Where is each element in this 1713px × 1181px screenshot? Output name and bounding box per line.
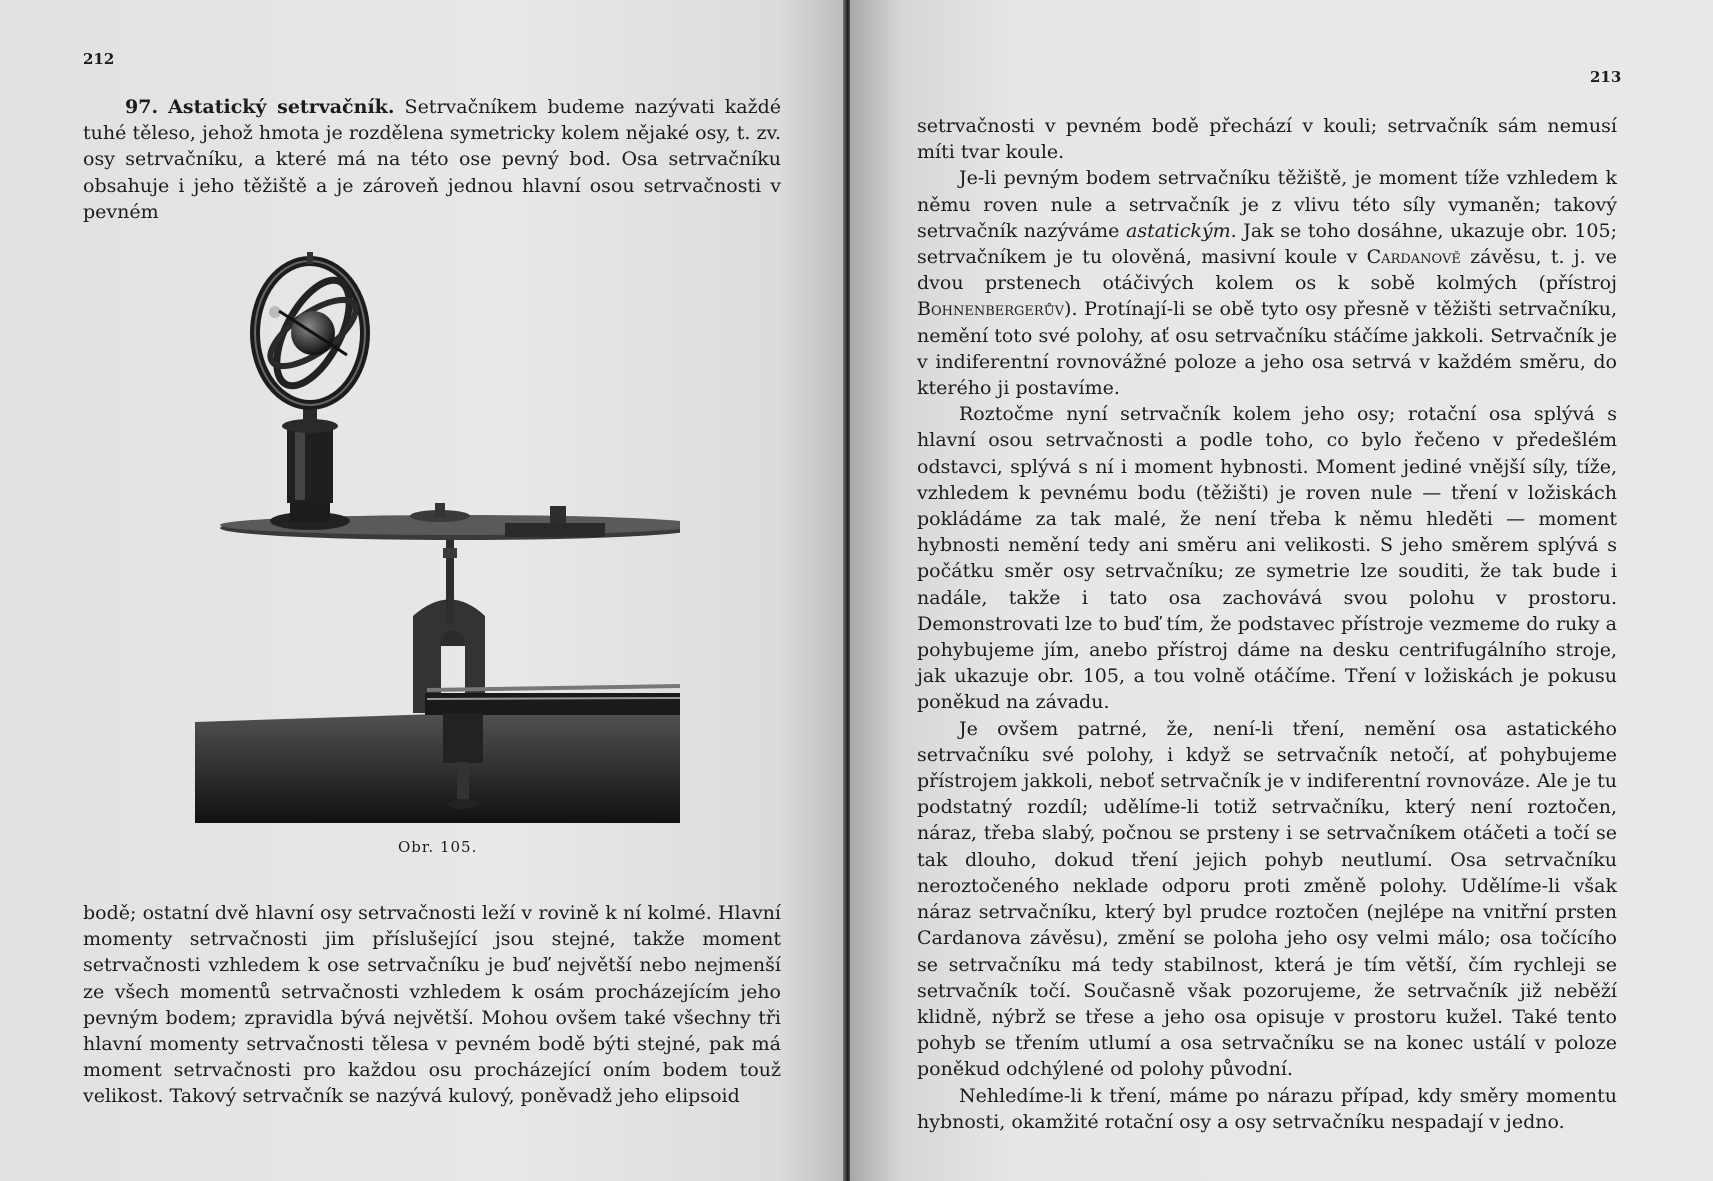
gyroscope-illustration: [195, 238, 680, 823]
paragraph-2-b: Jak se toho dosáhne, ukazuje obr. 105; setrvačníkem je tu olověná, masivní koule v: [917, 219, 1617, 269]
section-title: Astatický setrvačník.: [168, 96, 395, 118]
paragraph-bottom-text: bodě; ostatní dvě hlavní osy setrvačnosti leží v rovině k ní kolmé. Hlavní momenty setrvačnosti jim příslušející jsou stejné, takže moment setrvačnosti vzhledem k ose setrvačníku je buď největší nebo nejmenší ze všech momentů setrvačnosti vzhledem k osám procházejícím jeho pevným bodem; zpravidla bývá největší. Mohou ovšem také všechny tři hlavní momenty setrvačnosti tělesa v pevném bodě býti stejné, pak má moment setrvačnosti pro každou osu procházející oním bodem touž velikost. Takový setrvačník se nazývá kulový, poněvadž jeho elipsoid: [83, 902, 781, 1108]
paragraph-2-c: závěsu, t. j. ve dvou prstenech otáčivých kolem os k sobě kolmých (přístroj: [917, 246, 1618, 295]
term-astatic: astatickým.: [1126, 219, 1237, 242]
paragraph-5: Nehledíme-li k tření, máme po nárazu případ, kdy směry momentu hybnosti, okamžité rotační osy a osy setrvačníku nespadají v jedno.: [917, 1084, 1617, 1133]
paragraph-1: setrvačnosti v pevném bodě přechází v kouli; setrvačník sám nemusí míti tvar koule.: [917, 115, 1617, 164]
page-number: 213: [1590, 68, 1622, 86]
paragraph-top: [83, 94, 781, 225]
paragraph-3: Roztočme nyní setrvačník kolem jeho osy; rotační osa splývá s hlavní osou setrvačnosti a podle toho, co bylo řečeno v předešlém odstavci, splývá s ní i moment hybnosti. Moment jediné vnější síly, tíže, vzhledem k pevnému bodu (těžišti) je roven nule — tření v ložiskách pokládáme za tak malé, že není třeba k němu hleděti — moment hybnosti nemění tedy ani směru ani velikosti. S jeho směrem splývá s počátku směr osy setrvačníku; ze symetrie lze souditi, že tak bude i nadále, takže i tato osa zachovává svou polohu v prostoru. Demonstrovati lze to buď tím, že podstavec přístroje vezmeme do ruky a pohybujeme jím, anebo přístroj dáme na desku centrifugálního stroje, jak ukazuje obr. 105, a tou volně otáčíme. Tření v ložiskách je pokusu poněkud na závadu.: [917, 403, 1617, 714]
paragraph-4: Je ovšem patrné, že, není-li tření, nemění osa astatického setrvačníku své polohy, i když se setrvačník netočí, ať pohybujeme přístrojem jakkoli, neboť setrvačník je v indiferentní rovnováze. Ale je tu podstatný rozdíl; udělíme-li totiž setrvačníku, který není roztočen, náraz, třeba slabý, počnou se prsteny i se setrvačníkem otáčeti a točí se tak dlouho, dokud tření jejich pohyb neutlumí. Osa setrvačníku neroztočeného neklade odporu proti změně polohy. Udělíme-li však náraz setrvačníku, který byl prudce roztočen (nejlépe na vnitřní prsten Cardanova závěsu), změní se poloha jeho osy velmi málo; osa točícího se setrvačníku má tedy stabilnost, která je tím větší, čím rychleji se setrvačník točí. Současně však pozorujeme, že setrvačník již neběží klidně, nýbrž se třese a jeho osa opisuje v prostoru kužel. Také tento pohyb se třením utlumí a osa setrvačníku se na konec ustálí v poloze poněkud odchýlené od polohy původní.: [917, 717, 1617, 1081]
paragraph-2-d: ). Protínají-li se obě tyto osy přesně v těžišti setrvačníku, nemění toto své polohy, ať osu setrvačníku stáčíme jakkoli. Setrvačník je v indiferentní rovnovážné poloze a jeho osa setrvá v každém směru, do kterého ji postavíme.: [917, 298, 1617, 400]
figure-gyroscope: [195, 238, 680, 823]
figure-caption: Obr. 105.: [398, 838, 478, 856]
section-number: 97.: [125, 96, 159, 118]
name-cardano: Cardanově: [1366, 246, 1461, 269]
paragraph-2: [917, 165, 1617, 401]
right-text: [917, 113, 1617, 1135]
paragraph-top-text: Setrvačníkem budeme nazývati každé tuhé těleso, jehož hmota je rozdělena symetricky kolem nějaké osy, t. zv. osy setrvačníku, a které má na této ose pevný bod. Osa setrvačníku obsahuje i jeho těžiště a je zároveň jednou hlavní osou setrvačnosti v pevném: [83, 96, 782, 223]
name-bohnenberger: Bohnenbergerův: [917, 298, 1065, 321]
left-page: [0, 0, 845, 1181]
paragraph-2-a: Je-li pevným bodem setrvačníku těžiště, je moment tíže vzhledem k němu roven nule a setrvačník je z vlivu této síly vymaněn; takový setrvačník nazýváme: [917, 167, 1617, 242]
bench: [195, 706, 680, 823]
right-page: [850, 0, 1713, 1181]
paragraph-bottom: [83, 900, 781, 1110]
page-number: 212: [83, 50, 115, 68]
